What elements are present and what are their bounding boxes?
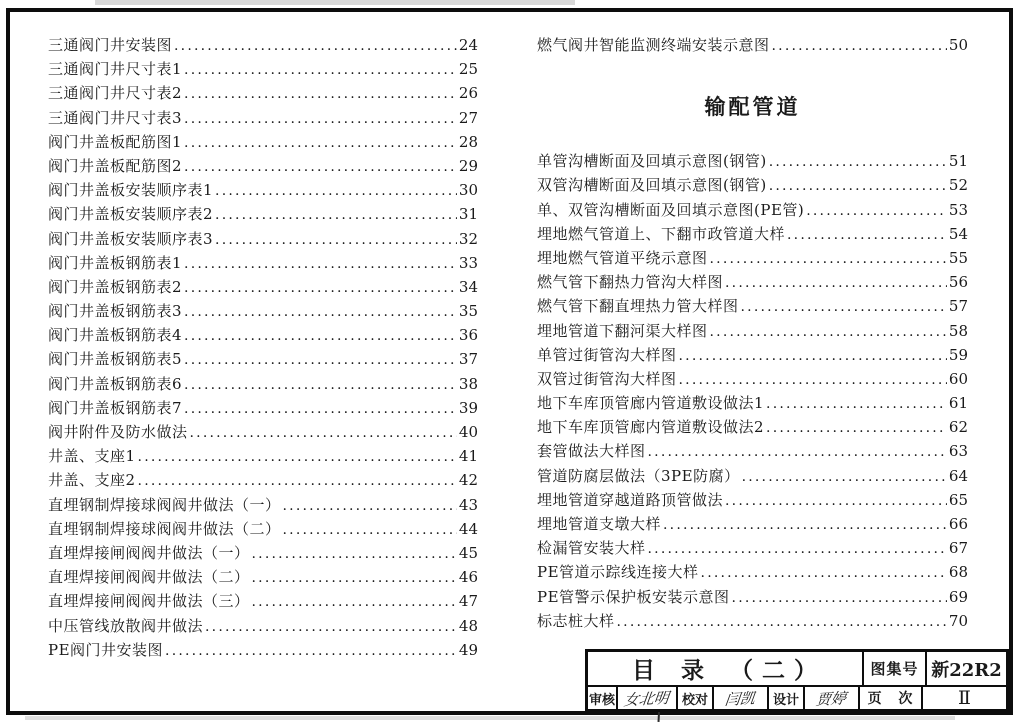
toc-entry-title: 埋地管道下翻河渠大样图 <box>537 321 708 340</box>
toc-entry-page-number: 54 <box>948 224 968 243</box>
toc-row <box>537 343 968 367</box>
review-label: 审核 <box>588 687 618 709</box>
toc-row <box>48 299 478 323</box>
toc-entry-page-number: 63 <box>948 442 968 461</box>
toc-entry-page-number: 60 <box>948 369 968 388</box>
toc-entry-title: PE管警示保护板安装示意图 <box>537 587 730 606</box>
title-block <box>585 649 1009 712</box>
toc-entry-title: 燃气阀井智能监测终端安装示意图 <box>537 36 770 54</box>
toc-entry-title: 井盖、支座1 <box>48 447 136 466</box>
toc-entry-title: 埋地管道支墩大样 <box>537 515 662 533</box>
toc-entry-title: 管道防腐层做法（3PE防腐） <box>537 466 740 485</box>
toc-entry-title: 阀门井盖板钢筋表6 <box>48 374 183 393</box>
toc-leader-dots <box>725 271 947 295</box>
toc-leader-dots <box>769 174 947 198</box>
toc-row <box>537 488 968 512</box>
toc-leader-dots <box>138 469 457 493</box>
toc-row <box>537 512 968 536</box>
review-signature <box>618 687 678 709</box>
toc-entry-title: 三通阀门井尺寸表3 <box>48 108 183 127</box>
toc-entry-page-number: 40 <box>458 423 478 441</box>
title-block-row-2 <box>588 687 1006 709</box>
toc-leader-dots <box>184 373 457 397</box>
toc-entry-page-number: 38 <box>458 374 478 393</box>
toc-row <box>537 198 968 222</box>
toc-row <box>48 106 478 130</box>
toc-entry-page-number: 47 <box>458 592 478 611</box>
toc-row <box>537 536 968 560</box>
toc-row <box>537 439 968 463</box>
toc-entry-page-number: 25 <box>458 60 478 79</box>
toc-leader-dots <box>772 34 947 58</box>
toc-leader-dots <box>679 368 947 392</box>
toc-leader-dots <box>184 131 457 155</box>
toc-entry-page-number: 28 <box>458 132 478 151</box>
toc-row <box>48 565 478 589</box>
toc-leader-dots <box>190 421 457 445</box>
title-block-row-1 <box>588 652 1006 687</box>
toc-leader-dots <box>252 566 457 590</box>
toc-leader-dots <box>283 494 457 518</box>
toc-entry-page-number: 50 <box>948 36 968 54</box>
toc-entry-page-number: 51 <box>948 152 968 171</box>
proofread-signature <box>714 687 769 709</box>
toc-leader-dots <box>787 223 947 247</box>
toc-entry-page-number: 45 <box>458 543 478 562</box>
toc-leader-dots <box>766 392 947 416</box>
toc-entry-page-number: 57 <box>948 297 968 316</box>
toc-leader-dots <box>283 518 457 542</box>
toc-leader-dots <box>184 397 457 421</box>
toc-entry-title: PE管道示踪线连接大样 <box>537 563 699 582</box>
toc-leader-dots <box>184 300 457 324</box>
toc-row <box>48 493 478 517</box>
toc-row <box>48 57 478 81</box>
toc-entry-page-number: 70 <box>948 611 968 630</box>
toc-entry-page-number: 43 <box>458 495 478 514</box>
toc-entry-title: 双管过街管沟大样图 <box>537 369 677 388</box>
toc-row <box>48 541 478 565</box>
toc-leader-dots <box>184 107 457 131</box>
toc-row <box>537 222 968 246</box>
toc-row <box>48 251 478 275</box>
toc-row <box>537 367 968 391</box>
toc-entry-title: 地下车库顶管廊内管道敷设做法1 <box>537 394 765 413</box>
toc-entry-page-number: 27 <box>458 108 478 127</box>
toc-row <box>48 420 478 444</box>
design-label: 设计 <box>769 687 805 709</box>
toc-entry-title: 阀门井盖板钢筋表5 <box>48 350 183 369</box>
toc-row <box>537 33 968 57</box>
toc-row <box>48 178 478 202</box>
proofread-signature-text: 闫凯 <box>724 688 757 709</box>
toc-entry-page-number: 53 <box>948 200 968 219</box>
toc-leader-dots <box>215 228 457 252</box>
toc-leader-dots <box>174 34 457 58</box>
toc-leader-dots <box>769 150 947 174</box>
toc-leader-dots <box>184 82 457 106</box>
toc-leader-dots <box>184 58 457 82</box>
toc-entry-page-number: 49 <box>458 640 478 659</box>
toc-entry-title: 阀门井盖板配筋图2 <box>48 156 183 175</box>
atlas-number-label: 图集号 <box>864 652 927 685</box>
toc-entry-page-number: 37 <box>458 350 478 369</box>
atlas-number-value: 新22R2 <box>931 659 1002 681</box>
toc-entry-title: 阀门井盖板配筋图1 <box>48 132 183 151</box>
toc-leader-dots <box>648 537 947 561</box>
toc-row <box>537 391 968 415</box>
toc-row <box>537 415 968 439</box>
toc-entry-page-number: 59 <box>948 345 968 364</box>
review-signature-text: 女北明 <box>623 688 671 709</box>
toc-entry-title: 埋地燃气管道平绕示意图 <box>537 248 708 267</box>
toc-entry-page-number: 69 <box>948 587 968 606</box>
toc-leader-dots <box>184 252 457 276</box>
toc-row <box>537 294 968 318</box>
toc-row <box>537 246 968 270</box>
toc-entry-title: 单管沟槽断面及回填示意图(钢管) <box>537 152 767 171</box>
page-number-label: 页 次 <box>860 687 923 709</box>
toc-entry-page-number: 36 <box>458 326 478 345</box>
toc-leader-dots <box>184 276 457 300</box>
toc-entry-page-number: 42 <box>458 471 478 490</box>
toc-entry-title: 阀门井盖板钢筋表2 <box>48 277 183 296</box>
toc-row <box>48 396 478 420</box>
toc-entry-title: 阀门井盖板安装顺序表1 <box>48 181 214 200</box>
toc-left-column <box>48 33 478 662</box>
toc-row <box>48 130 478 154</box>
page-number-value: Ⅱ <box>958 687 971 709</box>
toc-entry-title: 地下车库顶管廊内管道敷设做法2 <box>537 418 765 437</box>
toc-entry-page-number: 44 <box>458 519 478 538</box>
toc-entry-title: 双管沟槽断面及回填示意图(钢管) <box>537 176 767 195</box>
toc-entry-title: 埋地燃气管道上、下翻市政管道大样 <box>537 224 786 243</box>
toc-leader-dots <box>725 489 947 513</box>
scan-artifact-bottom <box>25 716 955 720</box>
toc-row <box>48 444 478 468</box>
toc-entry-title: 单、双管沟槽断面及回填示意图(PE管) <box>537 200 805 219</box>
toc-entry-title: 检漏管安装大样 <box>537 539 646 558</box>
toc-leader-dots <box>215 179 457 203</box>
toc-entry-title: 阀门井盖板钢筋表7 <box>48 398 183 417</box>
toc-entry-page-number: 24 <box>458 36 478 54</box>
toc-leader-dots <box>648 440 947 464</box>
toc-entry-page-number: 46 <box>458 568 478 587</box>
toc-leader-dots <box>184 155 457 179</box>
toc-leader-dots <box>205 615 457 639</box>
toc-entry-page-number: 64 <box>948 466 968 485</box>
toc-leader-dots <box>806 199 947 223</box>
toc-right-column <box>537 33 968 633</box>
toc-leader-dots <box>165 639 457 663</box>
toc-row <box>537 560 968 584</box>
toc-row <box>537 149 968 173</box>
toc-row <box>48 614 478 638</box>
toc-entry-title: 埋地管道穿越道路顶管做法 <box>537 490 724 509</box>
toc-row <box>48 33 478 57</box>
toc-row <box>537 319 968 343</box>
toc-entry-title: 阀门井盖板钢筋表1 <box>48 253 183 272</box>
toc-entry-title: 井盖、支座2 <box>48 471 136 490</box>
toc-right-top-group <box>537 33 968 57</box>
toc-row <box>48 468 478 492</box>
toc-leader-dots <box>710 247 947 271</box>
toc-entry-title: 燃气管下翻热力管沟大样图 <box>537 273 724 292</box>
toc-entry-page-number: 30 <box>458 181 478 200</box>
toc-entry-page-number: 58 <box>948 321 968 340</box>
toc-row <box>48 638 478 662</box>
toc-row <box>48 81 478 105</box>
toc-row <box>48 202 478 226</box>
toc-leader-dots <box>732 586 947 610</box>
toc-entry-title: 标志桩大样 <box>537 611 615 630</box>
design-signature-text: 贾婷 <box>815 688 848 709</box>
toc-entry-title: 阀门井盖板安装顺序表3 <box>48 229 214 248</box>
scan-artifact-top <box>95 0 575 5</box>
toc-entry-page-number: 68 <box>948 563 968 582</box>
toc-leader-dots <box>663 513 947 537</box>
toc-entry-page-number: 29 <box>458 156 478 175</box>
toc-row <box>48 517 478 541</box>
toc-row <box>537 609 968 633</box>
section-header: 输配管道 <box>704 95 801 120</box>
toc-leader-dots <box>138 445 457 469</box>
toc-entry-title: 直埋焊接闸阀阀井做法（二） <box>48 568 250 587</box>
toc-entry-page-number: 34 <box>458 277 478 296</box>
design-signature <box>805 687 860 709</box>
proofread-label: 校对 <box>678 687 714 709</box>
toc-entry-title: 三通阀门井尺寸表1 <box>48 60 183 79</box>
toc-leader-dots <box>215 203 457 227</box>
toc-entry-page-number: 56 <box>948 273 968 292</box>
toc-entry-page-number: 67 <box>948 539 968 558</box>
toc-row <box>537 464 968 488</box>
toc-entry-page-number: 41 <box>458 447 478 466</box>
toc-leader-dots <box>742 465 947 489</box>
toc-row <box>48 154 478 178</box>
toc-row <box>48 589 478 613</box>
toc-entry-page-number: 65 <box>948 490 968 509</box>
toc-entry-page-number: 55 <box>948 248 968 267</box>
toc-leader-dots <box>710 320 947 344</box>
toc-leader-dots <box>701 561 947 585</box>
toc-row <box>48 227 478 251</box>
toc-entry-title: 中压管线放散阀井做法 <box>48 616 204 635</box>
toc-entry-page-number: 26 <box>458 84 478 103</box>
toc-entry-page-number: 35 <box>458 302 478 321</box>
toc-leader-dots <box>766 416 947 440</box>
page-title: 目 录 （二） <box>588 652 864 685</box>
toc-right-main-group <box>537 149 968 633</box>
toc-row <box>48 275 478 299</box>
toc-entry-page-number: 66 <box>948 515 968 533</box>
toc-entry-page-number: 32 <box>458 229 478 248</box>
toc-row <box>537 270 968 294</box>
toc-row <box>537 585 968 609</box>
toc-entry-title: 直埋焊接闸阀阀井做法（三） <box>48 592 250 611</box>
toc-entry-page-number: 62 <box>948 418 968 437</box>
toc-entry-title: 直埋焊接闸阀阀井做法（一） <box>48 543 250 562</box>
toc-entry-title: 套管做法大样图 <box>537 442 646 461</box>
toc-leader-dots <box>184 348 457 372</box>
toc-entry-title: 燃气管下翻直埋热力管大样图 <box>537 297 739 316</box>
toc-entry-title: 单管过街管沟大样图 <box>537 345 677 364</box>
toc-entry-title: 阀门井盖板安装顺序表2 <box>48 205 214 224</box>
toc-leader-dots <box>184 324 457 348</box>
toc-entry-page-number: 33 <box>458 253 478 272</box>
toc-entry-title: 三通阀门井安装图 <box>48 36 173 54</box>
toc-entry-page-number: 31 <box>458 205 478 224</box>
toc-entry-title: 阀井附件及防水做法 <box>48 423 188 441</box>
toc-leader-dots <box>252 590 457 614</box>
toc-leader-dots <box>679 344 947 368</box>
toc-entry-title: 阀门井盖板钢筋表3 <box>48 302 183 321</box>
toc-leader-dots <box>741 295 947 319</box>
toc-entry-title: 三通阀门井尺寸表2 <box>48 84 183 103</box>
toc-leader-dots <box>617 610 947 634</box>
toc-entry-title: 直埋钢制焊接球阀阀井做法（一） <box>48 495 281 514</box>
toc-entry-page-number: 39 <box>458 398 478 417</box>
toc-row <box>48 372 478 396</box>
toc-row <box>48 347 478 371</box>
toc-entry-page-number: 52 <box>948 176 968 195</box>
toc-leader-dots <box>252 542 457 566</box>
toc-entry-page-number: 61 <box>948 394 968 413</box>
toc-entry-title: 直埋钢制焊接球阀阀井做法（二） <box>48 519 281 538</box>
toc-entry-title: 阀门井盖板钢筋表4 <box>48 326 183 345</box>
toc-row <box>537 173 968 197</box>
toc-entry-title: PE阀门井安装图 <box>48 640 164 659</box>
toc-row <box>48 323 478 347</box>
toc-entry-page-number: 48 <box>458 616 478 635</box>
